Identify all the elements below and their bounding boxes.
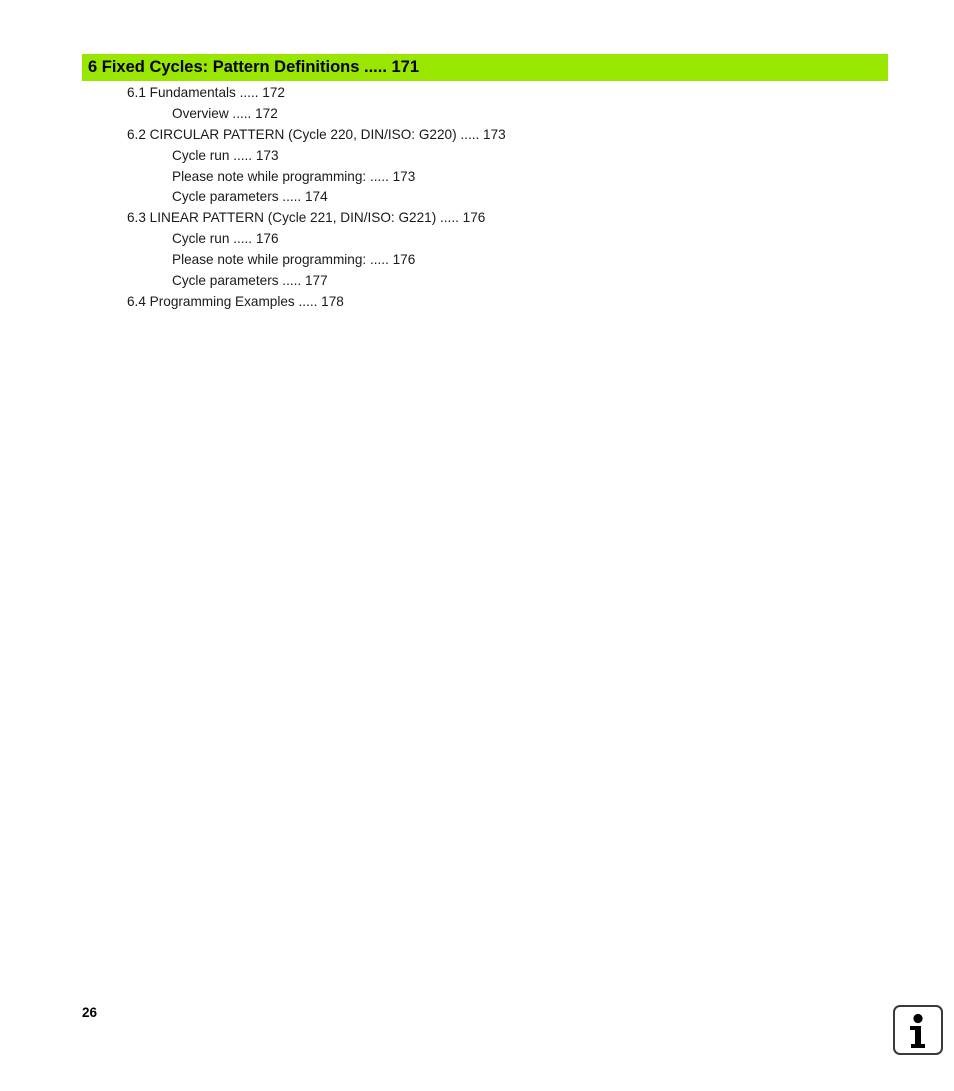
toc-entry-6-1-overview[interactable]: Overview ..... 172: [172, 105, 278, 121]
page-number: 26: [82, 1005, 98, 1020]
toc-entry-6-4[interactable]: 6.4 Programming Examples ..... 178: [127, 293, 344, 309]
table-of-contents: [0, 83, 954, 313]
toc-entry-6-2-cycle-parameters[interactable]: Cycle parameters ..... 174: [172, 189, 328, 205]
chapter-title[interactable]: 6 Fixed Cycles: Pattern Definitions ..... 171: [88, 58, 420, 76]
toc-entry-6-2-programming-notes[interactable]: Please note while programming: ..... 173: [172, 168, 416, 184]
chapter-heading-bar: [82, 54, 888, 81]
toc-entry-6-3-programming-notes[interactable]: Please note while programming: ..... 176: [172, 252, 416, 268]
toc-entry-6-2-cycle-run[interactable]: Cycle run ..... 173: [172, 147, 279, 163]
toc-entry-6-1[interactable]: 6.1 Fundamentals ..... 172: [127, 85, 285, 100]
toc-entry-6-2[interactable]: 6.2 CIRCULAR PATTERN (Cycle 220, DIN/ISO: G220) ..... 173: [127, 126, 506, 142]
toc-entry-6-3-cycle-parameters[interactable]: Cycle parameters ..... 177: [172, 273, 328, 289]
info-icon-glyph: [895, 1007, 941, 1053]
toc-entry-6-3-cycle-run[interactable]: Cycle run ..... 176: [172, 231, 279, 247]
info-icon: [893, 1005, 943, 1055]
toc-entry-6-3[interactable]: 6.3 LINEAR PATTERN (Cycle 221, DIN/ISO: G221) ..... 176: [127, 210, 486, 226]
